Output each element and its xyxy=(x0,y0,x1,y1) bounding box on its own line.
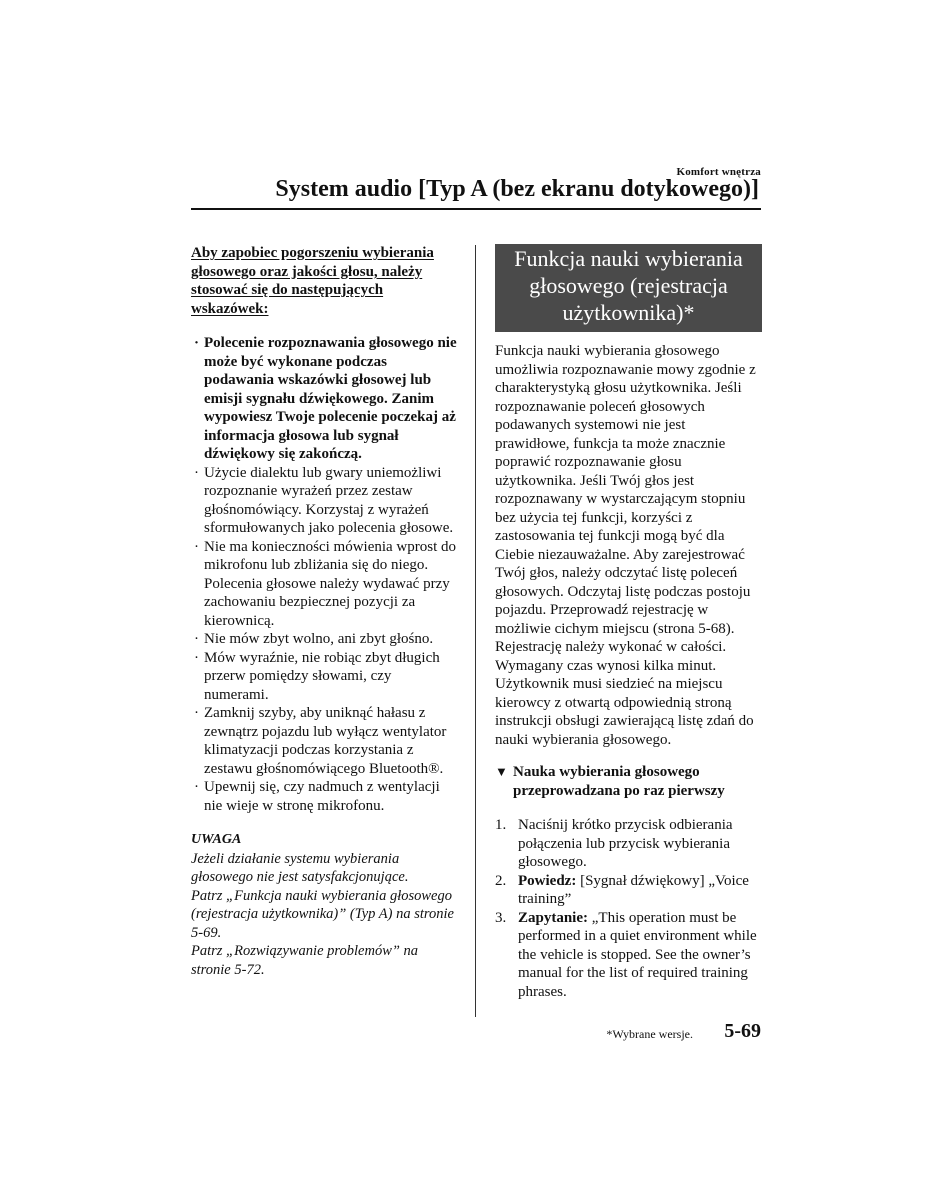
triangle-down-icon: ▼ xyxy=(495,764,508,779)
step-text: „This operation must be performed in a quiet environment while the vehicle is stopped. See the owner’s manual for the list of required training phrases. xyxy=(518,909,757,1000)
tip-item: · Użycie dialektu lub gwary uniemożliwi rozpoznanie wyrażeń przez zestaw głośnomówiący. Korzystaj z wyrażeń sformułowanych jako polecenia głosowe. xyxy=(191,464,459,538)
tip-item: · Zamknij szyby, aby uniknąć hałasu z zewnątrz pojazdu lub wyłącz wentylator klimatyzacji podczas korzystania z zestawu głośnomówiącego Bluetooth®. xyxy=(191,704,459,778)
page-title: System audio [Typ A (bez ekranu dotykowego)] xyxy=(275,176,759,202)
tip-item: · Polecenie rozpoznawania głosowego nie może być wykonane podczas podawania wskazówki głosowej lub emisji sygnału dźwiękowego. Zanim wypowiesz Twoje polecenie poczekaj aż informacja głosowa lub sygnał dźwiękowy się zakończą. xyxy=(191,334,459,464)
step-label: Powiedz: xyxy=(518,872,577,889)
body-paragraph: Funkcja nauki wybierania głosowego umożliwia rozpoznawanie mowy zgodnie z charakterystyką głosu użytkownika. Jeśli rozpoznawanie poleceń głosowych podawanych systemowi nie jest prawidłowe, funkcja ta może znacznie poprawić rozpoznawanie głosu użytkownika. Jeśli Twój głos jest rozpoznawany w wystarczającym stopniu bez użycia tej funkcji, korzyści z zastosowania tej funkcji mogą być dla Ciebie niezauważalne. Aby zarejestrować Twój głos, należy odczytać listę poleceń głosowych. Odczytaj listę podczas postoju pojazdu. Przeprowadź rejestrację w możliwie cichym miejscu (strona 5-68). Rejestrację należy wykonać w całości. Wymagany czas wynosi kilka minut. Użytkownik musi siedzieć na miejscu kierowcy z otwartą odpowiednią stroną instrukcji obsługi zawierającą listę zdań do nauki wybierania głosowego. xyxy=(495,343,756,748)
step-body xyxy=(518,909,762,1002)
note-line: Patrz „Rozwiązywanie problemów” na stronie 5-72. xyxy=(191,943,419,978)
tips-list xyxy=(191,334,459,815)
step-number: 2. xyxy=(495,872,507,889)
step-item xyxy=(495,909,762,1002)
right-column xyxy=(495,244,762,1001)
step-item xyxy=(495,816,762,872)
footnote: *Wybrane wersje. xyxy=(606,1027,693,1041)
step-body xyxy=(518,872,762,909)
step-text: Naciśnij krótko przycisk odbierania połączenia lub przycisk wybierania głosowego. xyxy=(518,817,733,870)
step-number: 3. xyxy=(495,909,507,926)
steps-list xyxy=(495,816,762,1001)
sub-heading-text: Nauka wybierania głosowego przeprowadzana po raz pierwszy xyxy=(513,764,725,799)
step-text: [Sygnał dźwiękowy] „Voice training” xyxy=(518,872,749,907)
step-number: 1. xyxy=(495,817,507,833)
tip-item: · Mów wyraźnie, nie robiąc zbyt długich przerw pomiędzy słowami, czy numerami. xyxy=(191,649,459,705)
section-label: Komfort wnętrza xyxy=(676,166,761,178)
column-divider xyxy=(475,245,476,1017)
step-label: Zapytanie: xyxy=(518,909,589,926)
tip-item: · Nie mów zbyt wolno, ani zbyt głośno. xyxy=(191,630,459,649)
page-number: 5-69 xyxy=(724,1020,761,1042)
tip-item: · Upewnij się, czy nadmuch z wentylacji nie wieje w stronę mikrofonu. xyxy=(191,778,459,815)
note-line: Jeżeli działanie systemu wybierania głosowego nie jest satysfakcjonujące. xyxy=(191,850,409,885)
title-rule xyxy=(191,208,761,210)
section-banner: Funkcja nauki wybierania głosowego (rejestracja użytkownika)* xyxy=(495,244,762,332)
intro-heading: Aby zapobiec pogorszeniu wybierania głosowego oraz jakości głosu, należy stosować się do następujących wskazówek: xyxy=(191,245,434,317)
left-column xyxy=(191,244,459,979)
note-title: UWAGA xyxy=(191,832,242,847)
note-line: Patrz „Funkcja nauki wybierania głosowego (rejestracja użytkownika)” (Typ A) na stronie 5-69. xyxy=(191,887,454,941)
step-item xyxy=(495,872,762,909)
sub-heading xyxy=(495,763,762,800)
tip-item: · Nie ma konieczności mówienia wprost do mikrofonu lub zbliżania się do niego. Polecenia głosowe należy wydawać przy zachowaniu bezpiecznej pozycji za kierownicą. xyxy=(191,538,459,631)
